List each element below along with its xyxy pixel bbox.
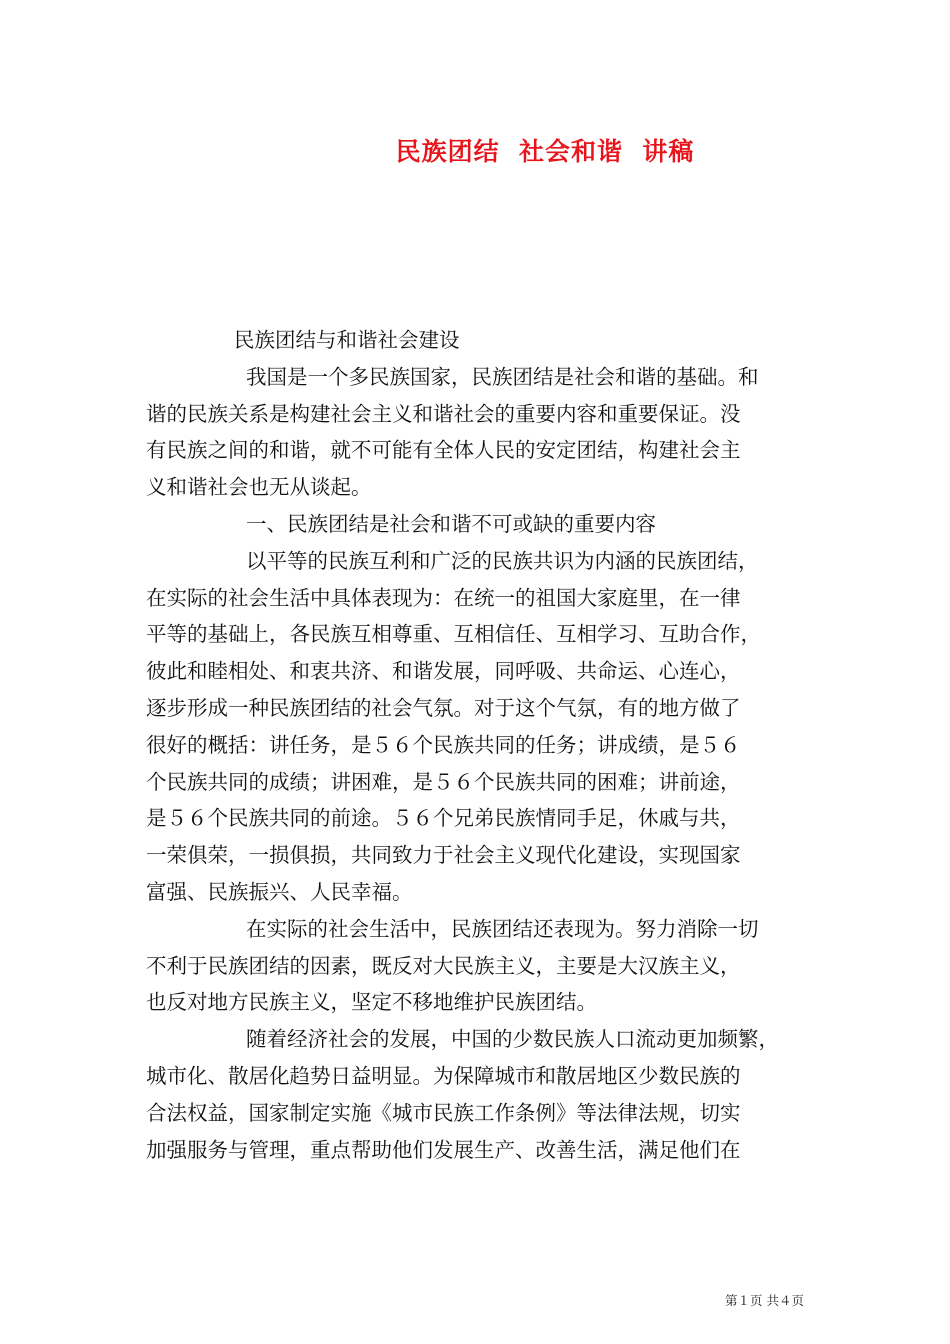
paragraph-line: 随着经济社会的发展，中国的少数民族人口流动更加频繁， [246,1027,779,1052]
paragraph-line: 合法权益，国家制定实施《城市民族工作条例》等法律法规，切实 [146,1100,741,1125]
paragraph-line: 很好的概括：讲任务，是５６个民族共同的任务；讲成绩，是５６ [146,732,741,757]
paragraph-line: 一荣俱荣，一损俱损，共同致力于社会主义现代化建设，实现国家 [146,843,741,868]
paragraph-line: 个民族共同的成绩；讲困难，是５６个民族共同的困难；讲前途， [146,769,741,794]
paragraph-line: 也反对地方民族主义，坚定不移地维护民族团结。 [146,990,597,1015]
document-body [146,322,812,1168]
page-number: 第１页 共４页 [725,1293,804,1308]
document-title: 民族团结 社会和谐 讲稿 [395,137,695,166]
paragraph-line: 富强、民族振兴、人民幸福。 [146,879,413,904]
paragraph-line: 我国是一个多民族国家，民族团结是社会和谐的基础。和 [246,364,759,389]
paragraph-line: 在实际的社会生活中具体表现为：在统一的祖国大家庭里，在一律 [146,585,741,610]
paragraph-line: 以平等的民族互利和广泛的民族共识为内涵的民族团结， [246,548,759,573]
paragraph-line: 在实际的社会生活中，民族团结还表现为。努力消除一切 [246,916,759,941]
paragraph-line: 加强服务与管理，重点帮助他们发展生产、改善生活，满足他们在 [146,1137,741,1162]
paragraph-line: 平等的基础上，各民族互相尊重、互相信任、互相学习、互助合作， [146,622,761,647]
paragraph-line: 不利于民族团结的因素，既反对大民族主义，主要是大汉族主义， [146,953,741,978]
paragraph-line: 义和谐社会也无从谈起。 [146,475,372,500]
paragraph-line: 城市化、散居化趋势日益明显。为保障城市和散居地区少数民族的 [146,1063,741,1088]
section-heading: 一、民族团结是社会和谐不可或缺的重要内容 [246,511,656,536]
subheading: 民族团结与和谐社会建设 [234,328,460,352]
paragraph-line: 是５６个民族共同的前途。５６个兄弟民族情同手足，休戚与共， [146,806,741,831]
paragraph-line: 逐步形成一种民族团结的社会气氛。对于这个气氛，有的地方做了 [146,695,741,720]
paragraph-line: 有民族之间的和谐，就不可能有全体人民的安定团结，构建社会主 [146,438,741,463]
paragraph-line: 谐的民族关系是构建社会主义和谐社会的重要内容和重要保证。没 [146,401,741,426]
paragraph-line: 彼此和睦相处、和衷共济、和谐发展，同呼吸、共命运、心连心， [146,659,741,684]
